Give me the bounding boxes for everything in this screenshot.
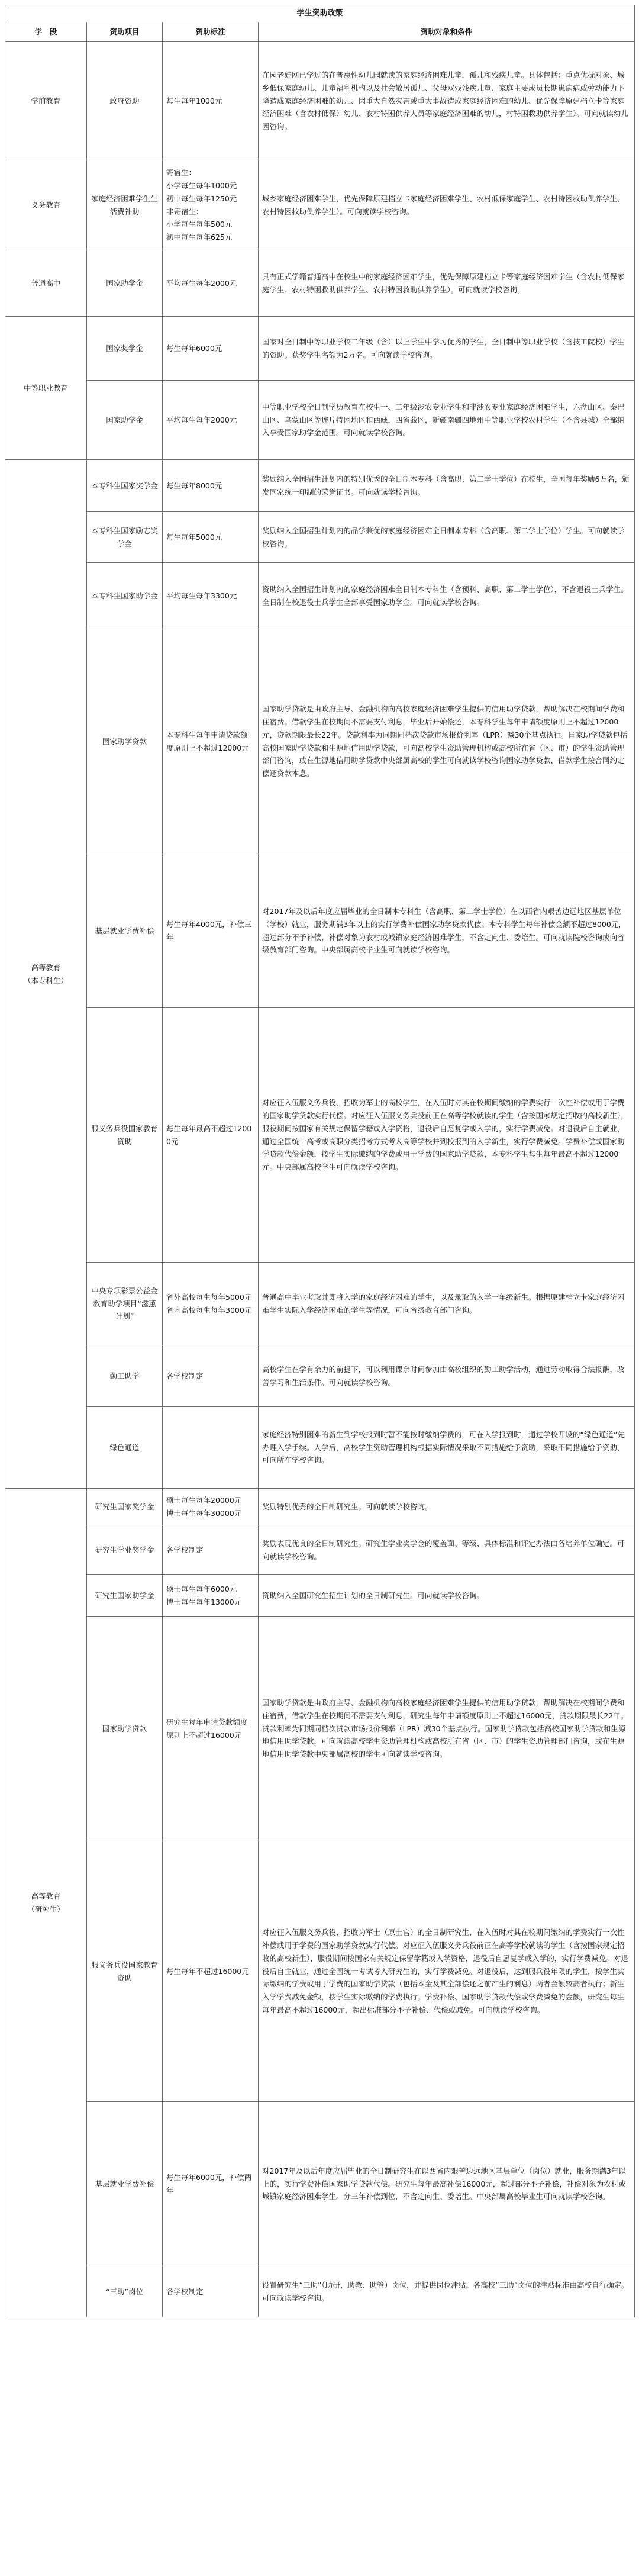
table-row (5, 42, 635, 160)
project-cell: 勤工助学 (87, 1345, 163, 1407)
standard-cell: 省外高校每生每年5000元 省内高校每生每年3000元 (163, 1263, 259, 1345)
project-cell: 服义务兵役国家教育资助 (87, 1841, 163, 2102)
table-row (5, 1489, 635, 1525)
header-standard: 资助标准 (163, 22, 259, 42)
project-cell: 绿色通道 (87, 1407, 163, 1489)
conditions-cell: 国家助学贷款是由政府主导、金融机构向高校家庭经济困难学生提供的信用助学贷款，帮助解决在校期间学费和住宿费，借款学生在校期间不需要支付利息，研究生每年申请额度原则上不超过16000元，贷款期限最长22年。贷款利率为同期同档次贷款市场报价利率（LPR）减30个基点执行。国家助学贷款包括高校国家助学贷款和生源地信用助学贷款，可向就读高校学生资助管理机构或高校所在省（区、市）的学生资助管理部门咨询，或在生源地信用助学贷款中央部属高校的学生可向就读学校咨询。 (259, 1617, 635, 1841)
project-cell: 服义务兵役国家教育资助 (87, 1008, 163, 1263)
conditions-cell: 高校学生在学有余力的前提下，可以利用课余时间参加由高校组织的勤工助学活动，通过劳动取得合法报酬，改善学习和生活条件。可向就读学校咨询。 (259, 1345, 635, 1407)
standard-cell: 平均每生每年2000元 (163, 381, 259, 460)
conditions-cell: 对2017年及以后年度应届毕业的全日制研究生在以西省内艰苦边远地区基层单位（岗位）就业，服务期满3年以上的，实行学费补偿国家助学贷款代偿。研究生每年最高补偿16000元，超过部分不予补偿，补偿对象为农村或城镇家庭经济困难学生。分三年补偿到位，不含定向生、委培生。中央部属高校毕业生可向就读学校咨询。 (259, 2102, 635, 2266)
header-conditions: 资助对象和条件 (259, 22, 635, 42)
standard-cell: 研究生每年申请贷款额度原则上不超过16000元 (163, 1617, 259, 1841)
standard-cell: 硕士每生每年6000元 博士每生每年13000元 (163, 1575, 259, 1617)
table-row (5, 2266, 635, 2317)
table-row (5, 512, 635, 563)
standard-cell: 每生每年1000元 (163, 42, 259, 160)
table-row (5, 250, 635, 317)
standard-cell: 每生每年6000元，补偿两年 (163, 2102, 259, 2266)
standard-cell: 每生每年6000元 (163, 317, 259, 381)
conditions-cell: 普通高中毕业考取并即将入学的家庭经济困难的学生，以及录取的入学一年级新生。根据原建档立卡家庭经济困难学生实际入学经济困难的学生等情况，可向省级教育部门咨询。 (259, 1263, 635, 1345)
project-cell: “三助”岗位 (87, 2266, 163, 2317)
stage-cell: 高等教育 （本专科生） (5, 460, 87, 1489)
table-row (5, 854, 635, 1008)
table-row (5, 1841, 635, 2102)
table-title: 学生资助政策 (5, 5, 635, 22)
project-cell: 基层就业学费补偿 (87, 854, 163, 1008)
header-stage: 学 段 (5, 22, 87, 42)
standard-cell: 各学校制定 (163, 1345, 259, 1407)
student-aid-policy-table (5, 5, 635, 2317)
table-row (5, 160, 635, 250)
standard-cell (163, 1407, 259, 1489)
standard-cell: 平均每生每年3300元 (163, 563, 259, 629)
project-cell: 中央专项彩票公益金教育助学项目“滋蕙计划” (87, 1263, 163, 1345)
conditions-cell: 在园老娃网已学过的在普惠性幼儿园就读的家庭经济困难儿童，孤儿和残疾儿童。具体包括：重点优抚对象、城乡低保家庭幼儿、儿童福利机构以及社会散居孤儿、父母双残残疾儿童、家庭主要成员长期患病病或劳动能力下降造成家庭经济困难的幼儿、因重大自然灾害或重大事故造成家庭经济困难的幼儿、优先保障原建档立卡等家庭经济困难（含农村低保）幼儿、农村特困供养人员等家庭经济困难的幼儿，村特困救助供养学生）。可向就读幼儿园咨询。 (259, 42, 635, 160)
standard-cell: 每生每年5000元 (163, 512, 259, 563)
project-cell: 家庭经济困难学生生活费补助 (87, 160, 163, 250)
conditions-cell: 奖励特别优秀的全日制研究生。可向就读学校咨询。 (259, 1489, 635, 1525)
standard-cell: 寄宿生： 小学每生每年1000元 初中每生每年1250元 非寄宿生： 小学每生每年500元 初中每生每年625元 (163, 160, 259, 250)
standard-cell: 各学校制定 (163, 1525, 259, 1575)
standard-cell: 各学校制定 (163, 2266, 259, 2317)
table-row (5, 629, 635, 854)
table-row (5, 460, 635, 512)
conditions-cell: 对应征入伍服义务兵役、招收为军士的高校学生，在入伍时对其在校期间缴纳的学费实行一次性补偿或用于学费的国家助学贷款实行代偿。对应征入伍服义务兵役前正在高等学校就读的学生（含按国家规定招收的高校新生），服役期间按国家有关规定保留学籍或入学资格，退役后自愿复学或入学的，实行学费减免。对退役后自主就业，通过全国统一高考或高职分类招考方式考入高等学校并到校报到的入学新生，实行学费减免。学费补偿或国家助学贷款代偿金额，按学生实际缴纳的学费或用于学费的国家助学贷款，本专科学生每生每年最高不超过12000元。中央部属高校学生可向就读学校咨询。 (259, 1008, 635, 1263)
table-row (5, 1575, 635, 1617)
table-row (5, 1407, 635, 1489)
standard-cell: 每生每年最高不超过12000元 (163, 1008, 259, 1263)
stage-cell: 学前教育 (5, 42, 87, 160)
conditions-cell: 设置研究生“三助”（助研、助教、助管）岗位，并提供岗位津贴。各高校“三助”岗位的津贴标准由高校自行确定。可向就读学校咨询。 (259, 2266, 635, 2317)
project-cell: 研究生国家奖学金 (87, 1489, 163, 1525)
table-row (5, 1008, 635, 1263)
conditions-cell: 奖励纳入全国招生计划内的品学兼优的家庭经济困难全日制本专科（含高职、第二学士学位）学生。可向就读学校咨询。 (259, 512, 635, 563)
conditions-cell: 奖励纳入全国招生计划内的特别优秀的全日制本专科（含高职、第二学士学位）在校生，全国每年奖励6万名，颁发国家统一印制的荣誉证书。可向就读学校咨询。 (259, 460, 635, 512)
table-row (5, 2102, 635, 2266)
standard-cell: 每生每年4000元，补偿三年 (163, 854, 259, 1008)
standard-cell: 本专科生每年申请贷款额度原则上不超过12000元 (163, 629, 259, 854)
standard-cell: 每生每年8000元 (163, 460, 259, 512)
project-cell: 研究生国家助学金 (87, 1575, 163, 1617)
stage-cell: 中等职业教育 (5, 317, 87, 460)
conditions-cell: 城乡家庭经济困难学生，优先保障原建档立卡家庭经济困难学生、农村低保家庭学生、农村特困救助供养学生、农村特困救助供养学生）。可向就读学校咨询。 (259, 160, 635, 250)
conditions-cell: 国家对全日制中等职业学校二年级（含）以上学生中学习优秀的学生，全日制中等职业学校（含技工院校）学生的资助。获奖学生名额为2万名。可向就读学校咨询。 (259, 317, 635, 381)
project-cell: 政府资助 (87, 42, 163, 160)
table-row (5, 317, 635, 381)
project-cell: 国家助学贷款 (87, 1617, 163, 1841)
table-row (5, 1617, 635, 1841)
conditions-cell: 对2017年及以后年度应届毕业的全日制本专科生（含高职、第二学士学位）在以西省内艰苦边远地区基层单位（学校）就业，服务期满3年以上的实行学费补偿国家助学贷款代偿。本专科学生每年补偿金额不超过8000元，超过部分不予补偿，补偿对象为农村或城镇家庭经济困难学生，不含定向生、委培生。可向就读院校咨询或向省级教育部门咨询。中央部属高校毕业生可向就读学校咨询。 (259, 854, 635, 1008)
conditions-cell: 奖励表现优良的全日制研究生。研究生学业奖学金的覆盖面、等级、具体标准和评定办法由各培养单位确定。可向就读学校咨询。 (259, 1525, 635, 1575)
project-cell: 国家助学贷款 (87, 629, 163, 854)
table-row (5, 1525, 635, 1575)
project-cell: 国家奖学金 (87, 317, 163, 381)
project-cell: 国家助学金 (87, 381, 163, 460)
conditions-cell: 资助纳入全国招生计划内的家庭经济困难全日制本专科生（含预科、高职、第二学士学位），不含退役士兵学生。全日制在校退役士兵学生全部享受国家助学金。可向就读学校咨询。 (259, 563, 635, 629)
table-row (5, 563, 635, 629)
project-cell: 本专科生国家励志奖学金 (87, 512, 163, 563)
standard-cell: 每生每年不超过16000元 (163, 1841, 259, 2102)
project-cell: 本专科生国家助学金 (87, 563, 163, 629)
conditions-cell: 对应征入伍服义务兵役、招收为军士（原士官）的全日制研究生，在入伍时对其在校期间缴纳的学费实行一次性补偿或用于学费的国家助学贷款实行代偿。对应征入伍服义务兵役前正在高等学校就读的学生（含按国家规定招收的高校新生），服役期间按国家有关规定保留学籍或入学资格，退役后自愿复学或入学的，实行学费减免。对退役后自主就业，通过全国统一考试考入研究生的，实行学费减免。对退役后，达到服兵役年限的学生，按学生实际缴纳的学费或用于学费的国家助学贷款（包括本金及其全部偿还之前产生的利息）两者金额较高者执行；新生入学学费减免金额，按学生实际缴纳的学费执行。学费补偿、国家助学贷款代偿或学费减免的金额，研究生每生每年最高不超过16000元，超出标准部分不予补偿、代偿或减免。可向就读学校咨询。 (259, 1841, 635, 2102)
project-cell: 研究生学业奖学金 (87, 1525, 163, 1575)
table-row (5, 381, 635, 460)
conditions-cell: 中等职业学校全日制学历教育在校生一、二年级涉农专业学生和非涉农专业家庭经济困难学生，六盘山区、秦巴山区、乌蒙山区等连片特困地区和西藏，四省藏区，新疆南疆四地州中等职业学校农村学生（不含县城）全部纳入享受国家助学金范围。可向就读学校咨询。 (259, 381, 635, 460)
stage-cell: 义务教育 (5, 160, 87, 250)
project-cell: 本专科生国家奖学金 (87, 460, 163, 512)
project-cell: 国家助学金 (87, 250, 163, 317)
conditions-cell: 国家助学贷款是由政府主导、金融机构向高校家庭经济困难学生提供的信用助学贷款，帮助解决在校期间学费和住宿费。借款学生在校期间不需要支付利息，毕业后开始偿还，本专科学生每年申请额度原则上不超过12000元，贷款期限最长22年。贷款利率为同期同档次贷款市场报价利率（LPR）减30个基点执行。国家助学贷款包括高校国家助学贷款和生源地信用助学贷款，可向高校学生资助管理机构或高校所在省（区、市）的学生资助管理部门咨询，或在生源地信用助学贷款中央部属高校的学生可向就读学校咨询国家助学贷款，借款学生按合同约定偿还贷款本息。 (259, 629, 635, 854)
stage-cell: 普通高中 (5, 250, 87, 317)
header-project: 资助项目 (87, 22, 163, 42)
conditions-cell: 家庭经济特别困难的新生到学校报到时暂不能按时缴纳学费的，可在入学报到时，通过学校开设的“绿色通道”先办理入学手续。入学后，高校学生资助管理机构根据实际情况采取不同措施给予资助，采取不同措施给予资助，可向所在学校咨询。 (259, 1407, 635, 1489)
conditions-cell: 资助纳入全国研究生招生计划的全日制研究生。可向就读学校咨询。 (259, 1575, 635, 1617)
conditions-cell: 具有正式学籍普通高中在校生中的家庭经济困难学生，优先保障原建档立卡等家庭经济困难学生（含农村低保家庭学生、农村特困救助供养学生、农村特困救助供养学生）。可向就读学校咨询。 (259, 250, 635, 317)
standard-cell: 平均每生每年2000元 (163, 250, 259, 317)
standard-cell: 硕士每生每年20000元 博士每生每年30000元 (163, 1489, 259, 1525)
project-cell: 基层就业学费补偿 (87, 2102, 163, 2266)
table-row (5, 1263, 635, 1345)
stage-cell: 高等教育 （研究生） (5, 1489, 87, 2317)
table-row (5, 1345, 635, 1407)
